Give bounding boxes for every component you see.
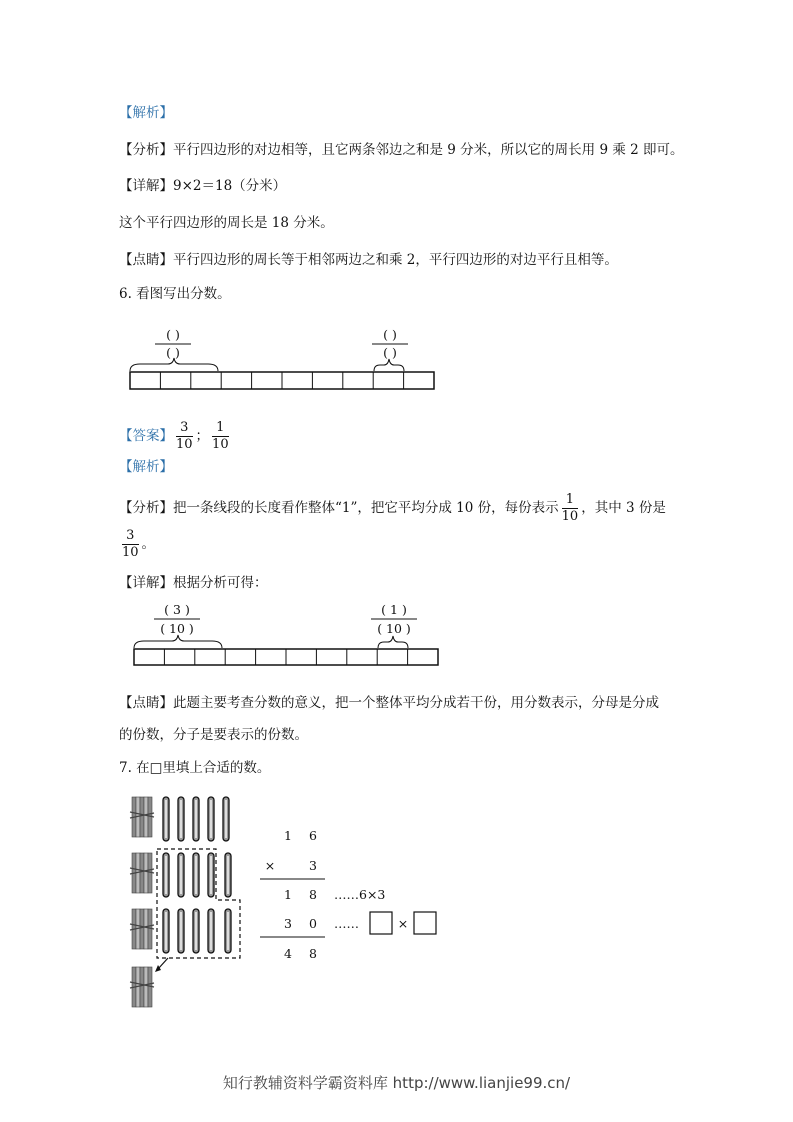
left-filled-numerator: ( 3 ) (164, 602, 190, 617)
digit: 0 (309, 916, 317, 931)
left-brace (130, 358, 218, 371)
three-parts-fraction: $\frac{3}{10}$ (122, 528, 139, 560)
right-filled-denominator: ( 10 ) (377, 621, 411, 636)
single-stick-icon (178, 853, 184, 897)
single-stick-icon (163, 909, 169, 953)
answer-line (119, 416, 232, 456)
result-text-1: 这个平行四边形的周长是 18 分米。 (119, 215, 334, 231)
digit: 3 (309, 858, 317, 873)
digit: 1 (284, 887, 292, 902)
digit: 4 (284, 946, 292, 961)
digit: 3 (284, 916, 292, 931)
key-point-text-1: 【点睛】平行四边形的周长等于相邻两边之和乘 2，平行四边形的对边平行且相等。 (119, 252, 618, 268)
segment-bar-filled (134, 649, 438, 665)
analysis-text-2: 【分析】把一条线段的长度看作整体“1”，把它平均分成 10 份，每份表示 $\frac{1}{10}$ ，其中 3 份是 (119, 492, 666, 524)
sticks-illustration (128, 795, 248, 1015)
single-stick-icon (225, 853, 231, 897)
single-stick-icon (193, 853, 199, 897)
single-stick-icon (193, 909, 199, 953)
detail-text-1: 【详解】9×2＝18（分米） (119, 178, 287, 194)
left-fraction-numerator: ( ) (166, 327, 180, 342)
digit: 8 (309, 946, 317, 961)
single-stick-icon (225, 909, 231, 953)
digit: 6 (309, 828, 317, 843)
single-stick-icon (208, 797, 214, 841)
analysis-text-2-cont: $\frac{3}{10}$ 。 (122, 528, 156, 560)
segment-bar (130, 372, 434, 389)
answer-separator: ； (195, 428, 210, 444)
right-filled-brace (378, 636, 408, 648)
key-point-text-2b: 的份数，分子是要表示的份数。 (119, 727, 308, 743)
times-sign: × (397, 916, 409, 931)
left-filled-denominator: ( 10 ) (160, 621, 194, 636)
single-stick-icon (193, 797, 199, 841)
vertical-multiplication (255, 820, 455, 970)
right-fraction-numerator: ( ) (383, 327, 397, 342)
single-stick-icon (163, 797, 169, 841)
footer-watermark: 知行教辅资料学霸资料库 http://www.lianjie99.cn/ (222, 1074, 571, 1092)
segment-diagram-filled (132, 601, 442, 667)
single-stick-icon (223, 797, 229, 841)
question-6: 6. 看图写出分数。 (119, 286, 231, 302)
bundle-of-ten-icon (130, 853, 154, 893)
single-stick-icon (178, 909, 184, 953)
question-7: 7. 在□里填上合适的数。 (119, 760, 271, 776)
digit: 8 (309, 887, 317, 902)
jiexi-heading-1: 【解析】 (119, 105, 173, 121)
times-sign: × (264, 858, 276, 873)
single-stick-icon (178, 797, 184, 841)
right-brace (374, 359, 404, 371)
single-stick-icon (163, 853, 169, 897)
single-stick-icon (208, 909, 214, 953)
answer-fraction-1: $\frac{3}{10}$ (176, 420, 193, 452)
digit: 1 (284, 828, 292, 843)
jiexi-heading-2: 【解析】 (119, 459, 173, 475)
partial-note: ……6×3 (334, 887, 386, 902)
answer-fraction-2: $\frac{1}{10}$ (212, 420, 229, 452)
bundle-of-ten-icon (130, 967, 154, 1007)
left-filled-brace (134, 635, 222, 648)
segment-diagram-blank (128, 327, 438, 391)
detail-text-2: 【详解】根据分析可得： (119, 575, 268, 591)
bundle-of-ten-icon (130, 797, 154, 837)
right-filled-numerator: ( 1 ) (381, 602, 407, 617)
dots: …… (334, 916, 359, 931)
key-point-text-2a: 【点睛】此题主要考查分数的意义，把一个整体平均分成若干份，用分数表示，分母是分成 (119, 695, 659, 711)
single-stick-icon (208, 853, 214, 897)
bundle-of-ten-icon (130, 909, 154, 949)
analysis-text-1: 【分析】平行四边形的对边相等，且它两条邻边之和是 9 分米，所以它的周长用 9 乘 2 即可。 (119, 142, 684, 158)
blank-box-2[interactable] (414, 912, 436, 934)
each-part-fraction: $\frac{1}{10}$ (561, 492, 579, 524)
regroup-arrow-icon (158, 958, 168, 969)
blank-box-1[interactable] (370, 912, 392, 934)
answer-tag: 【答案】 (119, 428, 173, 444)
right-fraction-denominator: ( ) (383, 345, 397, 360)
left-fraction-denominator: ( ) (166, 345, 180, 360)
